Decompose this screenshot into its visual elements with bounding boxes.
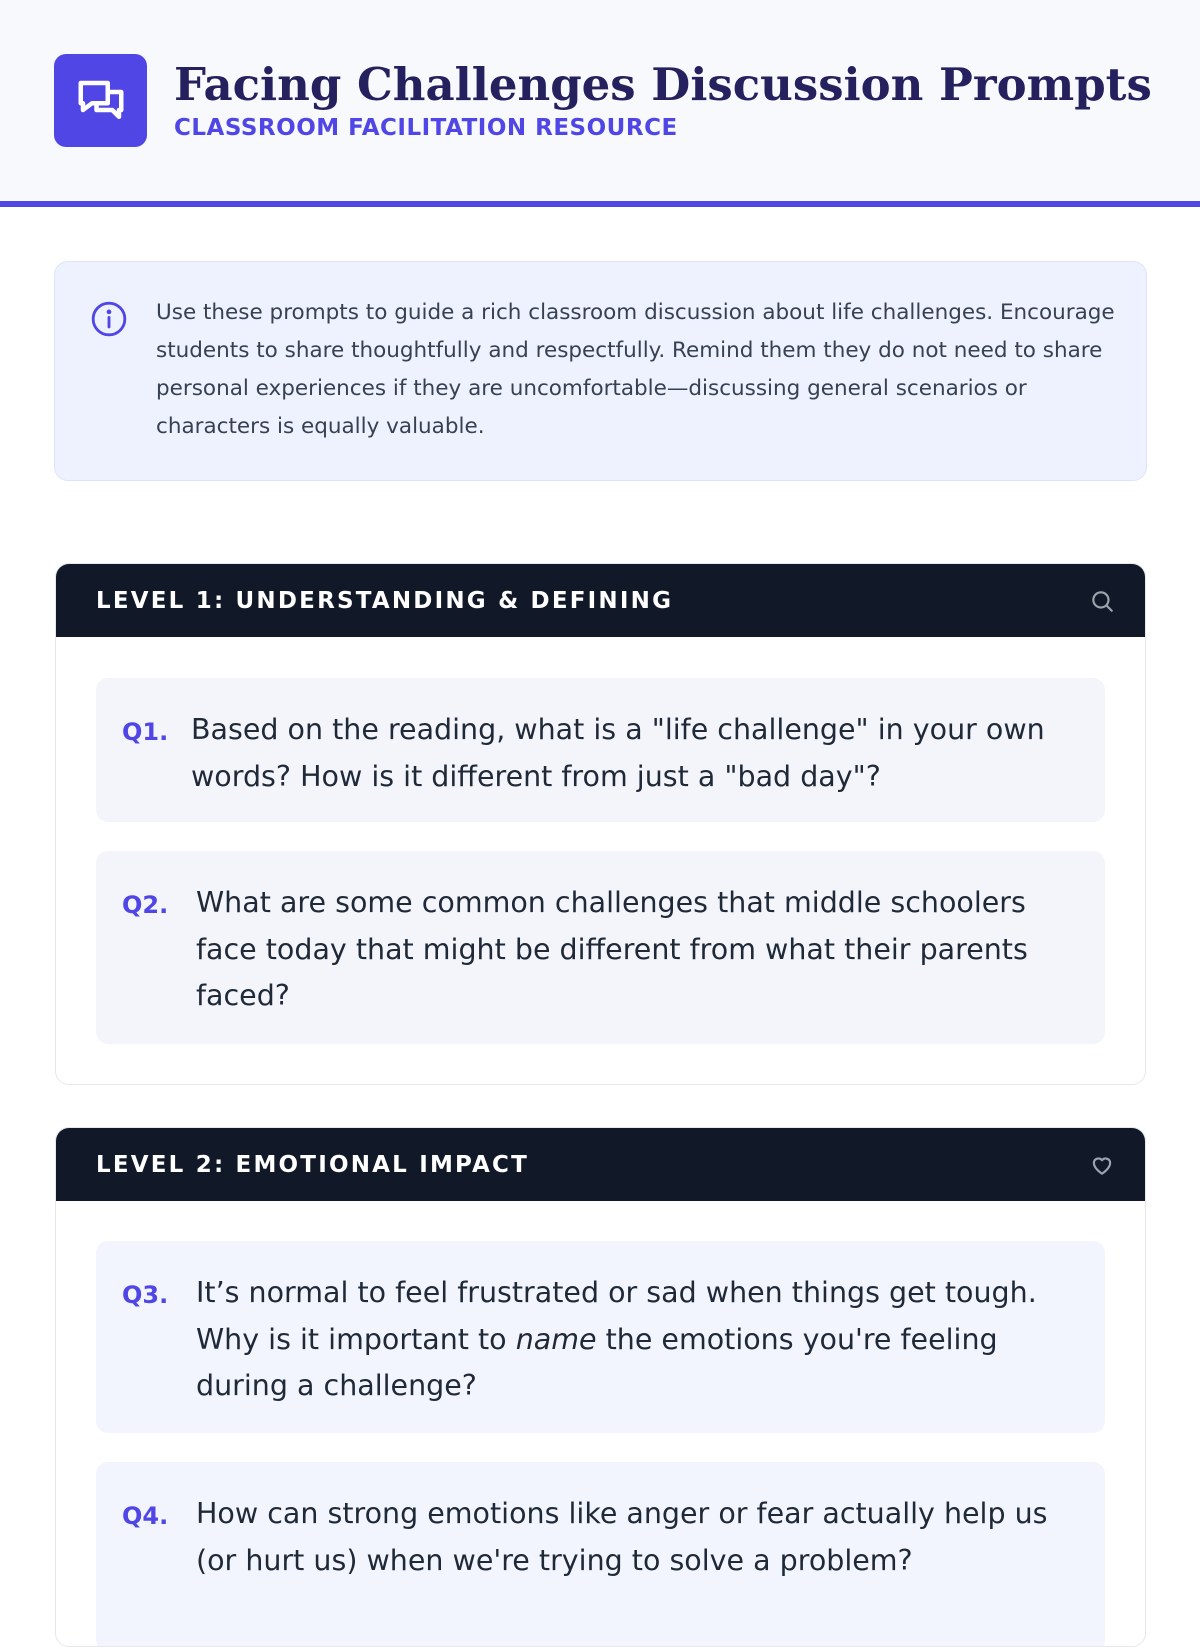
question-text: It’s normal to feel frustrated or sad when things get tough. Why is it important to name the emotions you're feeling during a challenge? [196, 1276, 1037, 1402]
emphasis-text: name [515, 1322, 597, 1356]
question-number: Q1. [122, 718, 169, 746]
question-number: Q3. [122, 1281, 169, 1309]
heart-icon [1089, 1152, 1115, 1178]
chat-bubbles-icon [54, 54, 147, 147]
search-icon [1089, 588, 1115, 614]
question-card-q3 [96, 1241, 1105, 1433]
question-text: What are some common challenges that middle schoolers face today that might be different from what their parents faced? [196, 886, 1028, 1012]
question-number: Q4. [122, 1502, 169, 1530]
section-header [56, 1128, 1145, 1201]
facilitation-note [54, 261, 1147, 481]
question-text: Based on the reading, what is a "life challenge" in your own words? How is it different from just a "bad day"? [191, 713, 1045, 793]
page-header [0, 0, 1200, 207]
section-level-2 [55, 1127, 1146, 1647]
question-card-q1 [96, 678, 1105, 822]
page-title: Facing Challenges Discussion Prompts [174, 58, 1152, 111]
question-card-q2 [96, 851, 1105, 1044]
section-title: LEVEL 1: UNDERSTANDING & DEFINING [96, 587, 674, 614]
question-card-q4 [96, 1462, 1105, 1647]
info-icon [90, 300, 128, 338]
question-number: Q2. [122, 891, 169, 919]
question-text: How can strong emotions like anger or fear actually help us (or hurt us) when we're trying to solve a problem? [196, 1497, 1048, 1577]
section-title: LEVEL 2: EMOTIONAL IMPACT [96, 1151, 529, 1178]
page-subtitle: CLASSROOM FACILITATION RESOURCE [174, 115, 678, 141]
section-header [56, 564, 1145, 637]
section-level-1 [55, 563, 1146, 1085]
note-text: Use these prompts to guide a rich classroom discussion about life challenges. Encourage students to share thoughtfully and respectfully. Remind them they do not need to share personal experiences if they are uncomfortable—discussing general scenarios or characters is equally valuable. [156, 300, 1115, 439]
